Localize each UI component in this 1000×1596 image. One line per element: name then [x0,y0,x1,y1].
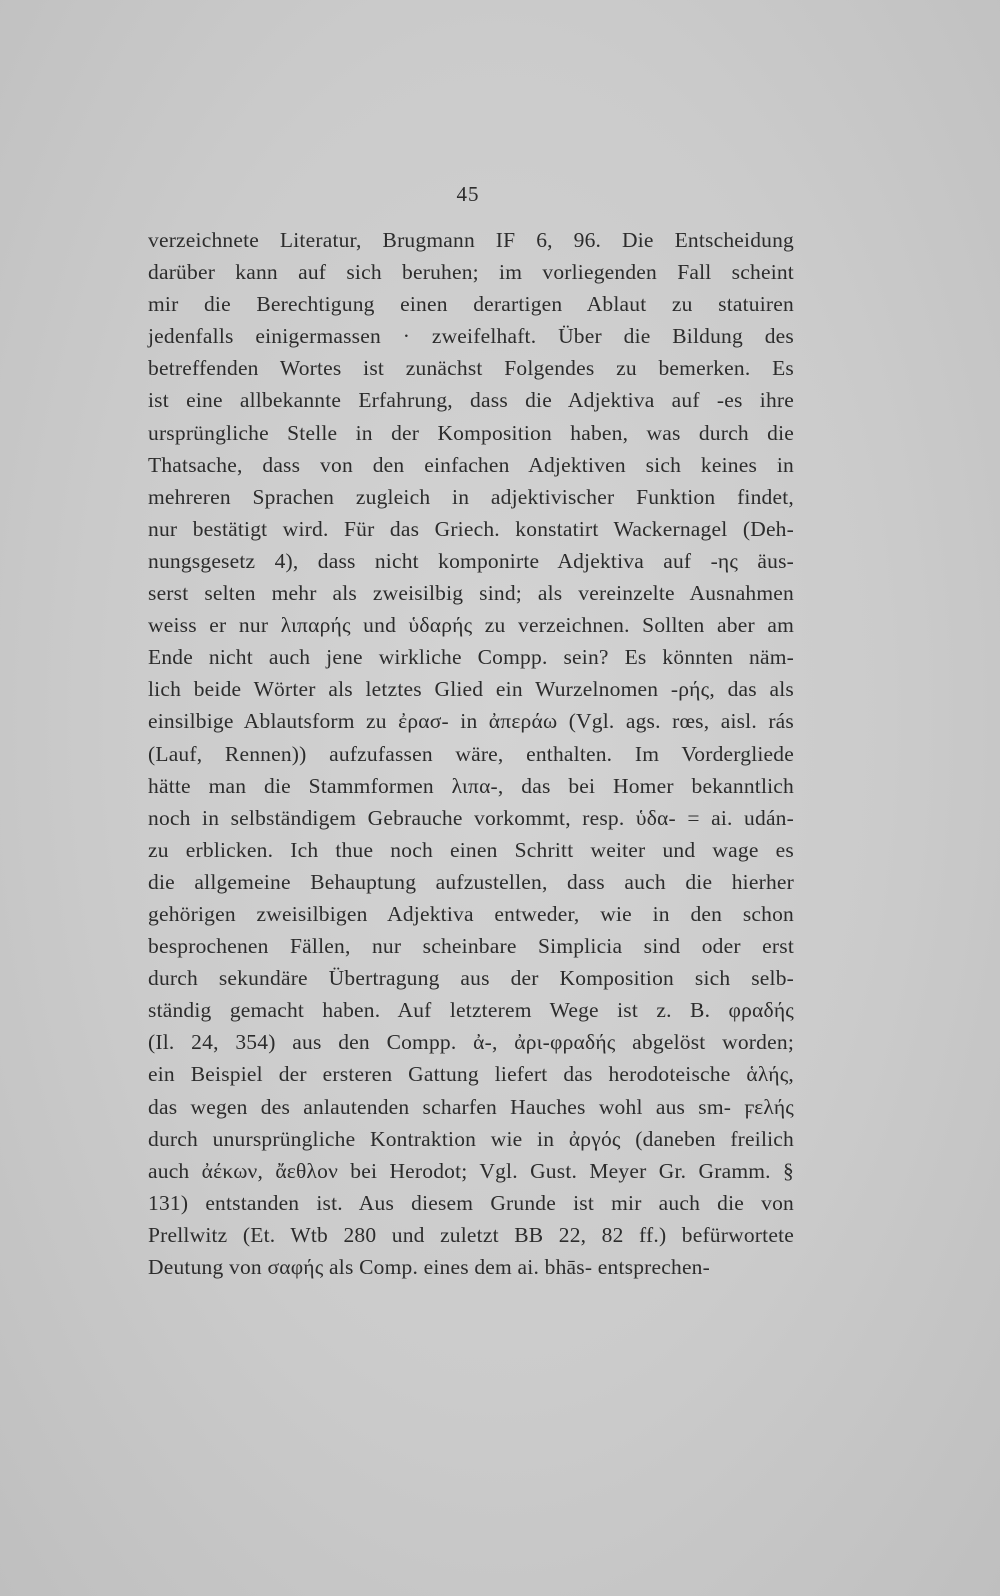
text-line: betreffenden Wortes ist zunächst Folgendes zu bemerken. Es [148,356,794,381]
page-number: 45 [456,182,480,206]
text-line: durch sekundäre Übertragung aus der Komposition sich selb- [148,966,794,991]
text-line: mehreren Sprachen zugleich in adjektivischer Funktion findet, [148,484,794,509]
text-line: nur bestätigt wird. Für das Griech. konstatirt Wackernagel (Deh- [148,516,794,541]
text-line: auch ἀέκων, ἄεθλον bei Herodot; Vgl. Gust. Meyer Gr. Gramm. § [148,1158,794,1183]
text-line: ein Beispiel der ersteren Gattung liefert das herodoteische ἁλής, [148,1062,794,1087]
text-line: jedenfalls einigermassen · zweifelhaft. Über die Bildung des [148,324,794,349]
text-line: mir die Berechtigung einen derartigen Ablaut zu statuiren [148,292,794,317]
text-line: ständig gemacht haben. Auf letzterem Wege ist z. B. φραδής [148,998,794,1023]
text-line: ursprüngliche Stelle in der Komposition haben, was durch die [148,420,794,445]
text-line: zu erblicken. Ich thue noch einen Schritt weiter und wage es [148,837,794,862]
text-line: die allgemeine Behauptung aufzustellen, dass auch die hierher [148,869,794,894]
text-line: gehörigen zweisilbigen Adjektiva entweder, wie in den schon [148,901,794,926]
text-line: (Il. 24, 354) aus den Compp. ἀ-, ἀρι-φραδής abgelöst worden; [148,1030,794,1055]
text-line: Thatsache, dass von den einfachen Adjektiven sich keines in [148,452,794,477]
text-line: weiss er nur λιπαρής und ὑδαρής zu verzeichnen. Sollten aber am [148,613,794,638]
text-line: nungsgesetz 4), dass nicht komponirte Adjektiva auf -ης äus- [148,548,794,573]
text-line: durch unursprüngliche Kontraktion wie in ἀργός (daneben freilich [148,1126,794,1151]
text-line: noch in selbständigem Gebrauche vorkommt, resp. ὑδα- = ai. udán- [148,805,794,830]
text-line: serst selten mehr als zweisilbig sind; als vereinzelte Ausnahmen [148,581,794,606]
text-line: lich beide Wörter als letztes Glied ein Wurzelnomen -ρής, das als [148,677,794,702]
text-line: Deutung von σαφής als Comp. eines dem ai. bhās- entsprechen- [148,1255,710,1279]
text-line: verzeichnete Literatur, Brugmann IF 6, 96. Die Entscheidung [148,228,794,252]
text-line: (Lauf, Rennen)) aufzufassen wäre, enthalten. Im Vordergliede [148,741,794,766]
text-line: einsilbige Ablautsform zu ἐρασ- in ἀπεράω (Vgl. ags. rœs, aisl. rás [148,709,794,734]
text-line: 131) entstanden ist. Aus diesem Grunde ist mir auch die von [148,1190,794,1215]
text-line: Ende nicht auch jene wirkliche Compp. sein? Es könnten näm- [148,645,794,670]
text-line: darüber kann auf sich beruhen; im vorliegenden Fall scheint [148,260,794,285]
text-line: ist eine allbekannte Erfahrung, dass die Adjektiva auf -es ihre [148,388,794,413]
text-line: hätte man die Stammformen λιπα-, das bei Homer bekanntlich [148,773,794,798]
text-line: das wegen des anlautenden scharfen Hauches wohl aus sm- ϝελής [148,1094,794,1119]
text-line: besprochenen Fällen, nur scheinbare Simplicia sind oder erst [148,934,794,959]
text-line: Prellwitz (Et. Wtb 280 und zuletzt BB 22, 82 ff.) befürwortete [148,1222,794,1247]
body-text [148,224,794,1283]
